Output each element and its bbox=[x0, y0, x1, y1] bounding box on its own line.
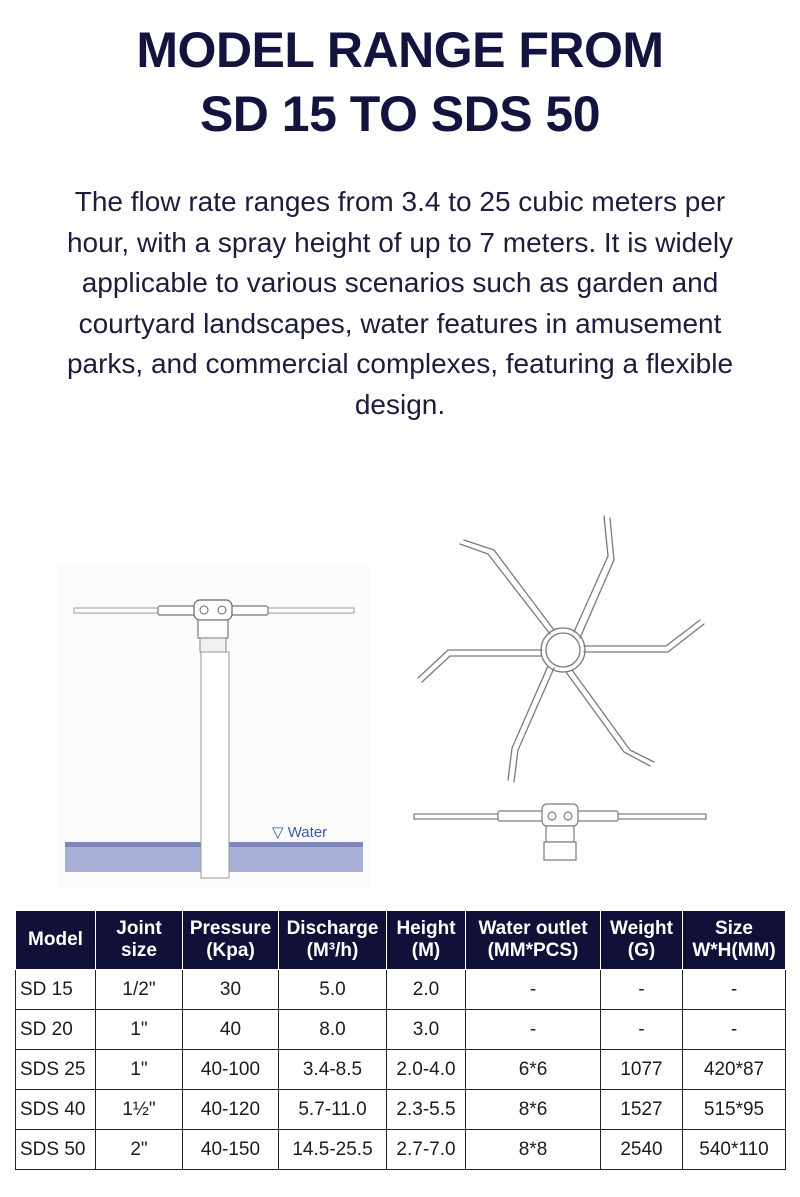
header-outlet-label: Water outlet bbox=[478, 918, 588, 939]
header-joint-sub: size bbox=[121, 940, 157, 961]
cell-outlet: 6*6 bbox=[466, 1050, 601, 1090]
header-weight bbox=[601, 911, 683, 970]
cell-height: 2.0-4.0 bbox=[387, 1050, 466, 1090]
header-outlet-unit: (MM*PCS) bbox=[487, 940, 579, 961]
cell-discharge: 5.0 bbox=[279, 970, 387, 1010]
cell-weight: - bbox=[601, 1010, 683, 1050]
title-line-2: SD 15 TO SDS 50 bbox=[199, 86, 601, 142]
header-pressure bbox=[183, 911, 279, 970]
cell-model: SDS 50 bbox=[16, 1130, 96, 1170]
header-model-label: Model bbox=[28, 929, 83, 950]
table-header-row bbox=[16, 911, 786, 970]
table-row bbox=[16, 1130, 786, 1170]
cell-pressure: 40-120 bbox=[183, 1090, 279, 1130]
spec-table bbox=[15, 910, 786, 1170]
header-weight-label: Weight bbox=[610, 918, 673, 939]
header-discharge-label: Discharge bbox=[286, 918, 379, 939]
header-weight-unit: (G) bbox=[627, 940, 656, 961]
header-discharge-unit: (M³/h) bbox=[306, 940, 359, 961]
cell-model: SD 20 bbox=[16, 1010, 96, 1050]
table-row bbox=[16, 1050, 786, 1090]
header-size-unit: W*H(MM) bbox=[692, 940, 776, 961]
cell-joint: 2" bbox=[96, 1130, 183, 1170]
cell-discharge: 8.0 bbox=[279, 1010, 387, 1050]
cell-joint: 1" bbox=[96, 1010, 183, 1050]
cell-pressure: 30 bbox=[183, 970, 279, 1010]
title-line-1: MODEL RANGE FROM bbox=[136, 22, 664, 78]
cell-outlet: 8*8 bbox=[466, 1130, 601, 1170]
top-view-illustration bbox=[368, 500, 728, 885]
cell-joint: 1½" bbox=[96, 1090, 183, 1130]
cell-size: - bbox=[683, 1010, 786, 1050]
top-view-diagram bbox=[368, 500, 728, 885]
cell-model: SDS 40 bbox=[16, 1090, 96, 1130]
cell-outlet: 8*6 bbox=[466, 1090, 601, 1130]
description-text: The flow rate ranges from 3.4 to 25 cubic meters per hour, with a spray height of up to 7 meters. It is widely applicable to various scenarios such as garden and courtyard landscapes, water features in amusement parks, and commercial complexes, featuring a flexible design. bbox=[66, 186, 734, 420]
header-height bbox=[387, 911, 466, 970]
cell-model: SDS 25 bbox=[16, 1050, 96, 1090]
header-model bbox=[16, 911, 96, 970]
cell-model: SD 15 bbox=[16, 970, 96, 1010]
cell-weight: 1527 bbox=[601, 1090, 683, 1130]
cell-size: 420*87 bbox=[683, 1050, 786, 1090]
cell-height: 2.3-5.5 bbox=[387, 1090, 466, 1130]
header-joint-label: Joint bbox=[116, 918, 162, 939]
table-row bbox=[16, 970, 786, 1010]
water-label: ▽ Water bbox=[272, 824, 328, 841]
header-pressure-unit: (Kpa) bbox=[206, 940, 255, 961]
cell-height: 2.0 bbox=[387, 970, 466, 1010]
cell-pressure: 40-100 bbox=[183, 1050, 279, 1090]
header-height-unit: (M) bbox=[411, 940, 441, 961]
cell-weight: 2540 bbox=[601, 1130, 683, 1170]
cell-weight: 1077 bbox=[601, 1050, 683, 1090]
cell-size: - bbox=[683, 970, 786, 1010]
cell-joint: 1/2" bbox=[96, 970, 183, 1010]
cell-height: 2.7-7.0 bbox=[387, 1130, 466, 1170]
cell-size: 540*110 bbox=[683, 1130, 786, 1170]
cell-discharge: 5.7-11.0 bbox=[279, 1090, 387, 1130]
cell-pressure: 40 bbox=[183, 1010, 279, 1050]
page-title bbox=[0, 18, 800, 146]
table-row bbox=[16, 1010, 786, 1050]
header-water-outlet bbox=[466, 911, 601, 970]
table-row bbox=[16, 1090, 786, 1130]
cell-discharge: 14.5-25.5 bbox=[279, 1130, 387, 1170]
cell-size: 515*95 bbox=[683, 1090, 786, 1130]
header-discharge bbox=[279, 911, 387, 970]
cell-outlet: - bbox=[466, 970, 601, 1010]
header-pressure-label: Pressure bbox=[189, 918, 272, 939]
cell-pressure: 40-150 bbox=[183, 1130, 279, 1170]
header-height-label: Height bbox=[396, 918, 456, 939]
cell-joint: 1" bbox=[96, 1050, 183, 1090]
cell-discharge: 3.4-8.5 bbox=[279, 1050, 387, 1090]
cell-weight: - bbox=[601, 970, 683, 1010]
header-joint-size bbox=[96, 911, 183, 970]
cell-height: 3.0 bbox=[387, 1010, 466, 1050]
header-size-label: Size bbox=[714, 918, 754, 939]
cell-outlet: - bbox=[466, 1010, 601, 1050]
header-size bbox=[683, 911, 786, 970]
